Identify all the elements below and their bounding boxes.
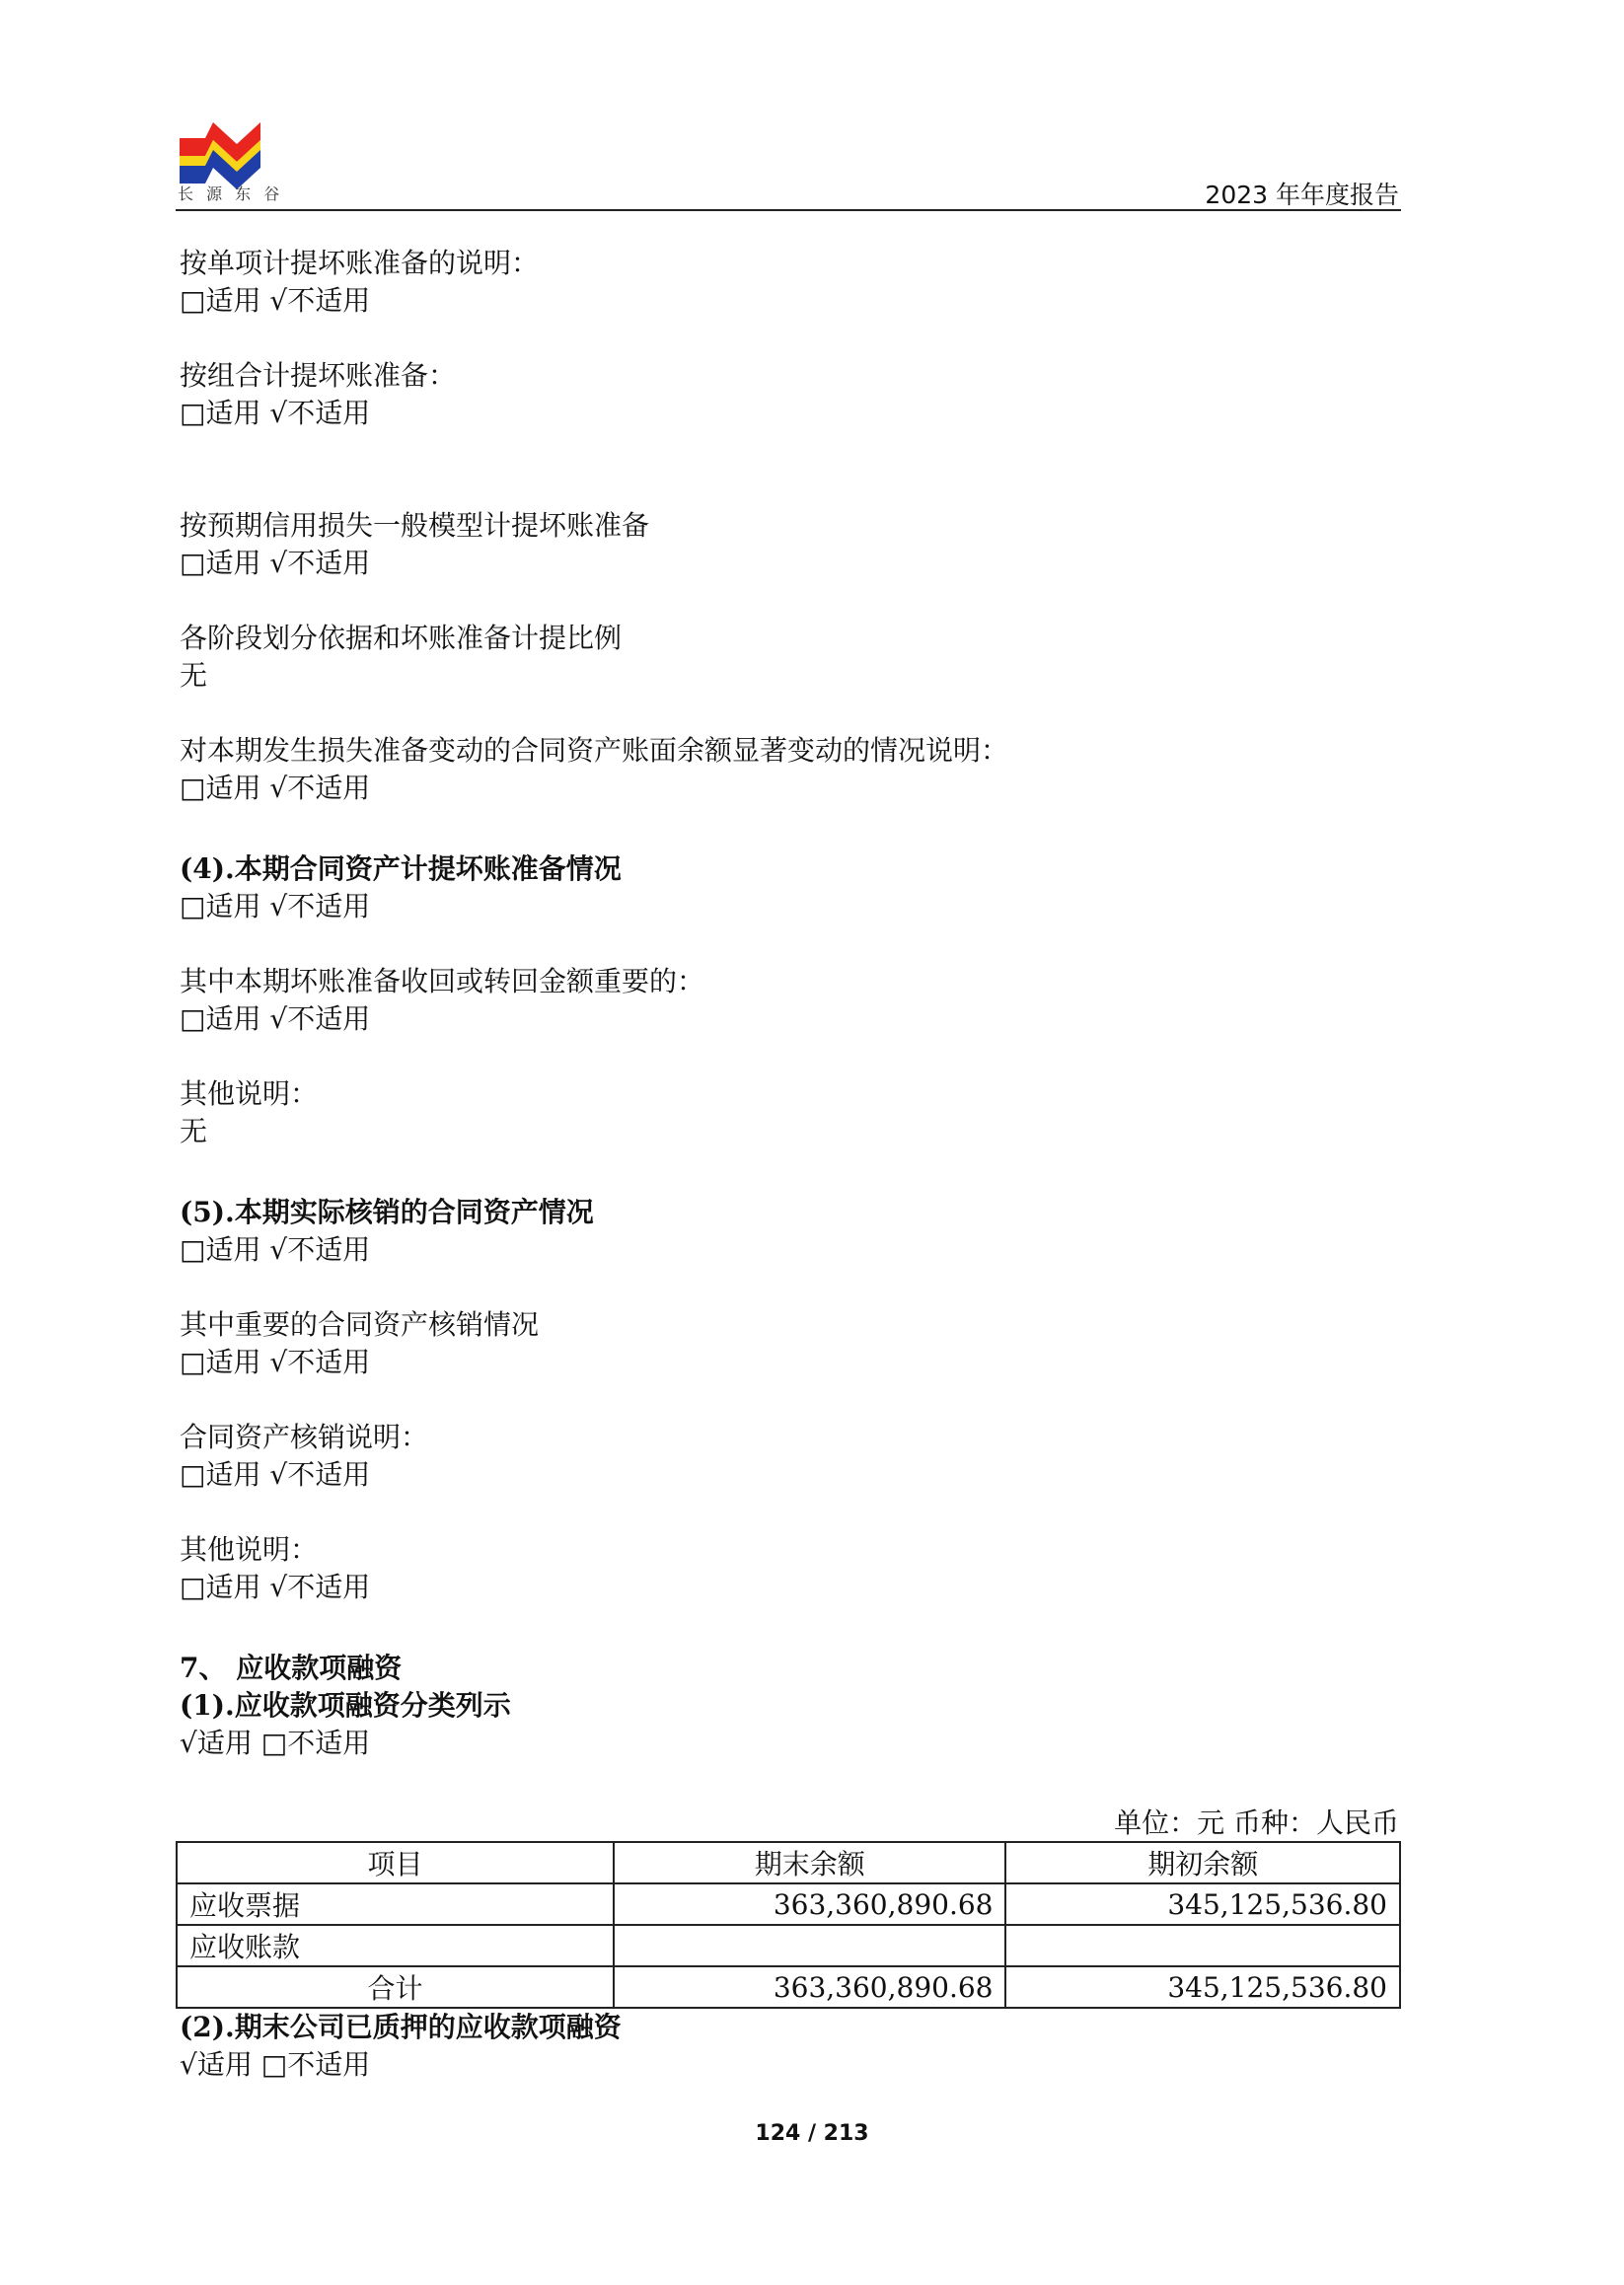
text-line: □适用 √不适用: [180, 547, 371, 579]
table-cell: [614, 1925, 1006, 1966]
content-block: [180, 507, 1413, 582]
text-line: 按单项计提坏账准备的说明：: [180, 247, 540, 279]
logo-text: 长 源 东 谷: [178, 184, 284, 203]
text-line: 各阶段划分依据和坏账准备计提比例: [180, 622, 623, 654]
table-header-row: [177, 1842, 1400, 1883]
text-line: 其他说明：: [180, 1077, 319, 1110]
text-line: 其中本期坏账准备收回或转回金额重要的：: [180, 965, 705, 997]
table-unit-note: 单位：元 币种：人民币: [1114, 1806, 1399, 1839]
text-line: √适用 □不适用: [180, 1727, 371, 1759]
content-block: [180, 1306, 1413, 1381]
text-line: □适用 √不适用: [180, 890, 371, 922]
section-heading: (5).本期实际核销的合同资产情况: [180, 1196, 594, 1228]
content-block: [180, 732, 1413, 807]
text-line: □适用 √不适用: [180, 772, 371, 804]
report-title: 2023 年年度报告: [1205, 181, 1399, 209]
section-heading: (2).期末公司已质押的应收款项融资: [180, 2011, 622, 2043]
section-heading: (1).应收款项融资分类列示: [180, 1689, 511, 1722]
content-block: [180, 1531, 1413, 1606]
table-header-cell: 项目: [177, 1842, 614, 1883]
header-rule: [176, 209, 1401, 211]
table-cell: 363,360,890.68: [614, 1966, 1006, 2008]
table-cell: 345,125,536.80: [1005, 1966, 1400, 2008]
content-block: [180, 620, 1413, 695]
text-line: □适用 √不适用: [180, 1458, 371, 1491]
content-block: [180, 1194, 1413, 1269]
table-cell: 345,125,536.80: [1005, 1883, 1400, 1925]
text-line: 合同资产核销说明：: [180, 1421, 429, 1453]
text-line: √适用 □不适用: [180, 2048, 371, 2081]
table-cell: 应收账款: [177, 1925, 614, 1966]
table-header-cell: 期初余额: [1005, 1842, 1400, 1883]
text-line: 无: [180, 1115, 208, 1147]
text-line: □适用 √不适用: [180, 1233, 371, 1266]
text-line: □适用 √不适用: [180, 1002, 371, 1035]
text-line: 按预期信用损失一般模型计提坏账准备: [180, 509, 650, 542]
section-heading: (4).本期合同资产计提坏账准备情况: [180, 852, 622, 885]
table-total-row: [177, 1966, 1400, 2008]
table-row: [177, 1883, 1400, 1925]
text-line: □适用 √不适用: [180, 1571, 371, 1603]
text-line: 其中重要的合同资产核销情况: [180, 1308, 540, 1341]
content-block: [180, 245, 1413, 320]
text-line: 对本期发生损失准备变动的合同资产账面余额显著变动的情况说明：: [180, 734, 1009, 767]
page-number: 124 / 213: [755, 2121, 869, 2146]
content-block: [180, 1075, 1413, 1150]
text-line: 无: [180, 659, 208, 692]
table-cell: [1005, 1925, 1400, 1966]
table-cell: 应收票据: [177, 1883, 614, 1925]
table-row: [177, 1925, 1400, 1966]
content-block: [180, 963, 1413, 1038]
content-block: [180, 1419, 1413, 1494]
table-header-cell: 期末余额: [614, 1842, 1006, 1883]
text-line: □适用 √不适用: [180, 284, 371, 317]
text-line: 其他说明：: [180, 1533, 319, 1566]
text-line: □适用 √不适用: [180, 1346, 371, 1378]
text-line: 按组合计提坏账准备：: [180, 359, 457, 392]
content-block: [180, 850, 1413, 925]
after-table-section: [180, 2009, 1413, 2084]
document-body: [180, 245, 1413, 1762]
receivables-financing-table: [176, 1841, 1401, 2009]
content-block: [180, 1650, 1413, 1762]
table-cell: 363,360,890.68: [614, 1883, 1006, 1925]
content-block: [180, 357, 1413, 432]
table-cell: 合计: [177, 1966, 614, 2008]
text-line: □适用 √不适用: [180, 397, 371, 429]
section-heading: 7、 应收款项融资: [180, 1652, 403, 1684]
